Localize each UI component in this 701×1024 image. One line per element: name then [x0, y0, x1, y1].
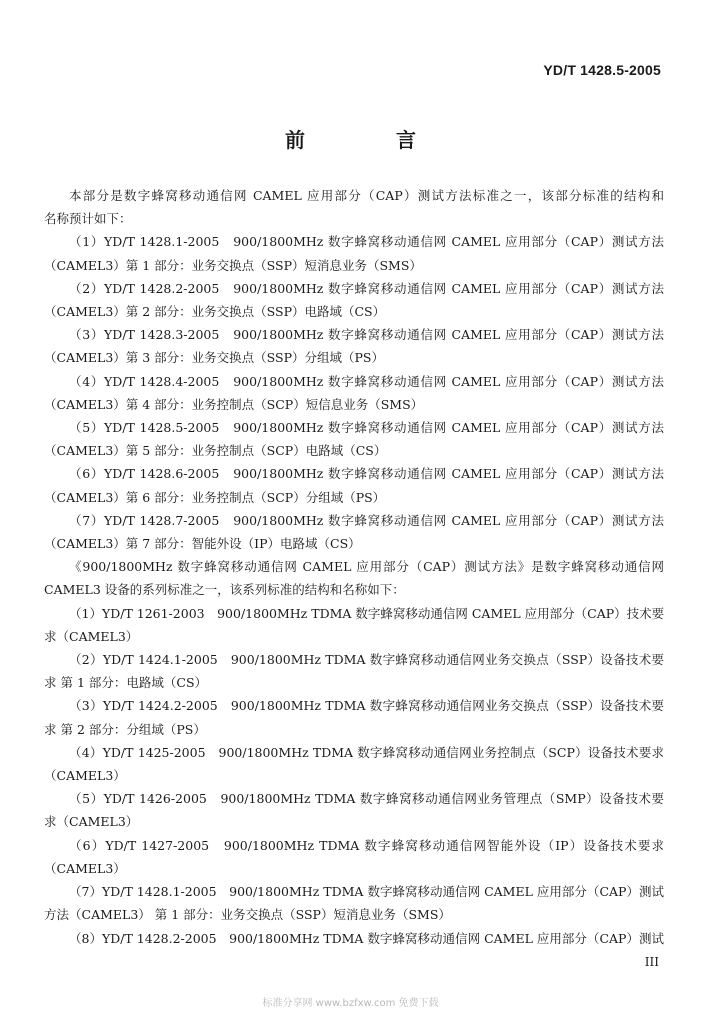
- text-line: 《900/1800MHz 数字蜂窝移动通信网 CAMEL 应用部分（CAP）测试方法》是数字蜂窝移动通信网: [69, 559, 664, 575]
- text-line: （CAMEL3）第 6 部分：业务控制点（SCP）分组域（PS）: [44, 489, 386, 505]
- page-title: 前 言: [285, 128, 458, 152]
- text-line: 求 第 1 部分：电路域（CS）: [44, 675, 208, 691]
- text-line: 方法（CAMEL3） 第 1 部分：业务交换点（SSP）短消息业务（SMS）: [44, 907, 451, 923]
- text-line: （1）YD/T 1261-2003 900/1800MHz TDMA 数字蜂窝移动通信网 CAMEL 应用部分（CAP）技术要: [69, 605, 665, 621]
- list-item: [44, 787, 664, 833]
- text-line: （4）YD/T 1428.4-2005 900/1800MHz 数字蜂窝移动通信网 CAMEL 应用部分（CAP）测试方法: [69, 373, 664, 389]
- standard-part-list: [44, 230, 664, 555]
- text-line: 求（CAMEL3）: [44, 628, 139, 644]
- text-line: （6）YD/T 1428.6-2005 900/1800MHz 数字蜂窝移动通信网 CAMEL 应用部分（CAP）测试方法: [69, 466, 664, 482]
- text-line: （CAMEL3）第 2 部分：业务交换点（SSP）电路域（CS）: [44, 304, 386, 320]
- list-item: [44, 370, 664, 416]
- text-line: （CAMEL3）第 3 部分：业务交换点（SSP）分组域（PS）: [44, 350, 384, 366]
- list-item: [44, 834, 664, 880]
- list-item: [44, 648, 664, 694]
- list-item: [44, 230, 664, 276]
- related-standard-list: [44, 602, 664, 950]
- text-line: （CAMEL3）第 4 部分：业务控制点（SCP）短信息业务（SMS）: [44, 396, 424, 412]
- text-line: （3）YD/T 1428.3-2005 900/1800MHz 数字蜂窝移动通信网 CAMEL 应用部分（CAP）测试方法: [69, 327, 664, 343]
- list-item: [44, 602, 664, 648]
- text-line: （3）YD/T 1424.2-2005 900/1800MHz TDMA 数字蜂窝移动通信网业务交换点（SSP）设备技术要: [69, 698, 664, 714]
- page-number: III: [644, 955, 659, 969]
- series-intro-paragraph: [44, 555, 664, 601]
- text-line: （4）YD/T 1425-2005 900/1800MHz TDMA 数字蜂窝移动通信网业务控制点（SCP）设备技术要求: [69, 744, 664, 760]
- text-line: （CAMEL3）: [44, 768, 126, 784]
- text-line: 名称预计如下：: [44, 211, 132, 227]
- text-line: （7）YD/T 1428.1-2005 900/1800MHz TDMA 数字蜂窝移动通信网 CAMEL 应用部分（CAP）测试: [69, 884, 664, 900]
- list-item: [44, 741, 664, 787]
- list-item: [44, 927, 664, 950]
- list-item: [44, 323, 664, 369]
- text-line: （6）YD/T 1427-2005 900/1800MHz TDMA 数字蜂窝移动通信网智能外设（IP）设备技术要求: [69, 837, 664, 853]
- text-line: （CAMEL3）: [44, 860, 126, 876]
- text-line: 求（CAMEL3）: [44, 814, 139, 830]
- text-line: 本部分是数字蜂窝移动通信网 CAMEL 应用部分（CAP）测试方法标准之一，该部分标准的结构和: [69, 188, 664, 203]
- text-line: （CAMEL3）第 5 部分：业务控制点（SCP）电路域（CS）: [44, 443, 387, 459]
- text-line: （CAMEL3）第 1 部分：业务交换点（SSP）短消息业务（SMS）: [44, 257, 422, 273]
- list-item: [44, 694, 664, 740]
- text-line: （CAMEL3）第 7 部分：智能外设（IP）电路域（CS）: [44, 536, 361, 552]
- text-line: CAMEL3 设备的系列标准之一，该系列标准的结构和名称如下：: [44, 582, 405, 598]
- text-line: （5）YD/T 1428.5-2005 900/1800MHz 数字蜂窝移动通信网 CAMEL 应用部分（CAP）测试方法: [69, 420, 664, 436]
- text-line: （1）YD/T 1428.1-2005 900/1800MHz 数字蜂窝移动通信网 CAMEL 应用部分（CAP）测试方法: [69, 234, 664, 250]
- document-code: YD/T 1428.5-2005: [543, 62, 661, 78]
- list-item: [44, 416, 664, 462]
- text-line: （8）YD/T 1428.2-2005 900/1800MHz TDMA 数字蜂窝移动通信网 CAMEL 应用部分（CAP）测试: [69, 930, 664, 946]
- text-line: （5）YD/T 1426-2005 900/1800MHz TDMA 数字蜂窝移动通信网业务管理点（SMP）设备技术要: [69, 791, 664, 807]
- intro-paragraph: [44, 184, 664, 230]
- text-line: （7）YD/T 1428.7-2005 900/1800MHz 数字蜂窝移动通信网 CAMEL 应用部分（CAP）测试方法: [69, 512, 664, 528]
- document-body: [44, 184, 664, 950]
- text-line: （2）YD/T 1428.2-2005 900/1800MHz 数字蜂窝移动通信网 CAMEL 应用部分（CAP）测试方法: [69, 280, 664, 296]
- text-line: 求 第 2 部分：分组域（PS）: [44, 721, 206, 737]
- list-item: [44, 277, 664, 323]
- footer-watermark: 标准分享网 www.bzfxw.com 免费下载: [262, 998, 439, 1009]
- list-item: [44, 509, 664, 555]
- text-line: （2）YD/T 1424.1-2005 900/1800MHz TDMA 数字蜂窝移动通信网业务交换点（SSP）设备技术要: [69, 652, 664, 668]
- list-item: [44, 462, 664, 508]
- list-item: [44, 880, 664, 926]
